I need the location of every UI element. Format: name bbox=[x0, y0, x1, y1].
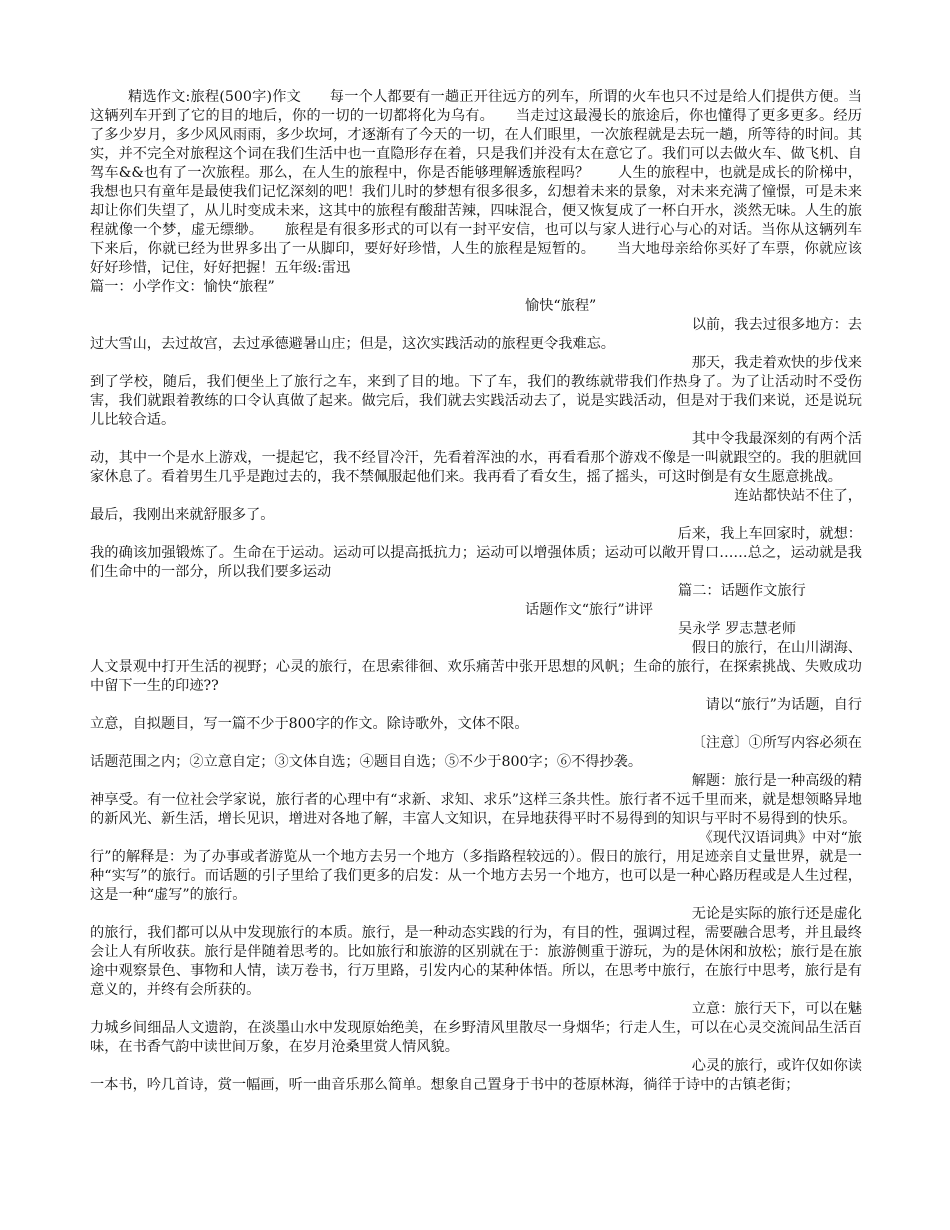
document-body bbox=[90, 88, 862, 1095]
paragraph-rest: 神享受。有一位社会学家说，旅行者的心理中有“求新、求知、求乐”这样三条共性。旅行者不远千里而来，就是想领略异地的新风光、新生活，增长见识，增进对各地了解，丰富人文知识，在异地获得平时不易得到的知识与平时不易得到的快乐。 bbox=[90, 792, 862, 827]
paragraph bbox=[90, 1057, 862, 1095]
article2-author: 吴永学 罗志慧老师 bbox=[678, 621, 797, 637]
paragraph bbox=[90, 487, 862, 525]
paragraph bbox=[90, 905, 862, 1000]
paragraph-start: 后来，我上车回家时，就想： bbox=[677, 526, 862, 542]
paragraph bbox=[90, 430, 862, 487]
paragraph bbox=[90, 1000, 862, 1057]
paragraph-rest: 动，其中一个是水上游戏，一提起它，我不经冒冷汗，先看着浑浊的水，再看看那个游戏不像是一叫就跟空的。我的胆就回家休息了。看着男生几乎是跑过去的，我不禁佩服起他们来。我再看了看女生，摇了摇头，可这时倒是有女生愿意挑战。 bbox=[90, 450, 862, 485]
paragraph-rest: 人文景观中打开生活的视野；心灵的旅行，在思索徘徊、欢乐痛苦中张开思想的风帆；生命的旅行，在探索挑战、失败成功中留下一生的印迹?? bbox=[90, 659, 862, 694]
paragraph-rest: 立意，自拟题目，写一篇不少于800字的作文。除诗歌外，文体不限。 bbox=[90, 716, 529, 732]
paragraph bbox=[90, 829, 862, 905]
article1-heading: 篇一：小学作文：愉快“旅程” bbox=[90, 279, 275, 295]
paragraph bbox=[90, 639, 862, 696]
paragraph-rest: 到了学校，随后，我们便坐上了旅行之车，来到了目的地。下了车，我们的教练就带我们作热身了。为了让活动时不受伤害，我们就跟着教练的口令认真做了起来。做完后，我们就去实践活动去了，说是实践活动，但是对于我们来说，还是说玩儿比较合适。 bbox=[90, 374, 862, 428]
paragraph-rest: 行”的解释是：为了办事或者游览从一个地方去另一个地方（多指路程较远的）。假日的旅行，用足迹亲自丈量世界，就是一种“实写”的旅行。而话题的引子里给了我们更多的启发：从一个地方去另一个地方，也可以是一种心路历程或是人生过程，这是一种“虚写”的旅行。 bbox=[90, 849, 862, 903]
paragraph-start: 心灵的旅行，或许仅如你读 bbox=[691, 1058, 862, 1074]
paragraph-start: 解题：旅行是一种高级的精 bbox=[691, 773, 862, 789]
paragraph-start: 其中令我最深刻的有两个活 bbox=[691, 431, 862, 447]
paragraph-start: 以前，我去过很多地方：去 bbox=[691, 317, 862, 333]
paragraph bbox=[90, 525, 862, 582]
paragraph bbox=[90, 772, 862, 829]
paragraph-start: 无论是实际的旅行还是虚化 bbox=[691, 906, 862, 922]
paragraph bbox=[90, 354, 862, 430]
paragraph-rest: 一本书，吟几首诗，赏一幅画，听一曲音乐那么简单。想象自己置身于书中的苍原林海，徜徉于诗中的古镇老街； bbox=[90, 1077, 800, 1093]
intro-paragraph: 精选作文:旅程(500字)作文 每一个人都要有一趟正开往远方的列车，所谓的火车也只不过是给人们提供方便。当这辆列车开到了它的目的地后，你的一切的一切都将化为乌有。 当走过这最漫长的旅途后，你也懂得了更多更多。经历了多少岁月，多少风风雨雨，多少坎坷，才逐渐有了今天的一切，在人们眼里，一次旅程就是去玩一趟，所等待的时间。其实，并不完全对旅程这个词在我们生活中也一直隐形存在着，只是我们并没有太在意它了。我们可以去做火车、做飞机、自驾车&&也有了一次旅程。那么，在人生的旅程中，你是否能够理解透旅程吗？ 人生的旅程中，也就是成长的阶梯中，我想也只有童年是最使我们记忆深刻的吧！我们儿时的梦想有很多很多，幻想着未来的景象，对未来充满了憧憬，可是未来却让你们失望了，从儿时变成未来，这其中的旅程有酸甜苦辣，四味混合，便又恢复成了一杯白开水，淡然无味。人生的旅程就像一个梦，虚无缥缈。 旅程是有很多形式的可以有一封平安信，也可以与家人进行心与心的对话。当你从这辆列车下来后，你就已经为世界多出了一从脚印，要好好珍惜，人生的旅程是短暂的。 当大地母亲给你买好了车票，你就应该好好珍惜，记住，好好把握！五年级:雷迅 bbox=[90, 89, 862, 276]
paragraph-start: 〔注意〕①所写内容必须在 bbox=[691, 735, 862, 751]
paragraph-rest: 过大雪山，去过故宫，去过承德避暑山庄；但是，这次实践活动的旅程更令我难忘。 bbox=[90, 336, 615, 352]
paragraph-start: 立意：旅行天下，可以在魅 bbox=[691, 1001, 862, 1017]
article2-heading: 篇二：话题作文旅行 bbox=[678, 583, 806, 599]
paragraph-start: 《现代汉语词典》中对“旅 bbox=[698, 830, 862, 846]
paragraph-rest: 力城乡间细品人文遗韵，在淡墨山水中发现原始绝美，在乡野清风里散尽一身烟华；行走人生，可以在心灵交流间品生活百味，在书香气韵中读世间万象，在岁月沧桑里赏人情风貌。 bbox=[90, 1020, 862, 1055]
article1-title: 愉快“旅程” bbox=[525, 298, 597, 314]
paragraph-start: 假日的旅行，在山川湖海、 bbox=[691, 640, 862, 656]
paragraph-start: 连站都快站不住了， bbox=[734, 488, 862, 504]
paragraph-rest: 我的确该加强锻炼了。生命在于运动。运动可以提高抵抗力；运动可以增强体质；运动可以敞开胃口……总之，运动就是我们生命中的一部分，所以我们要多运动 bbox=[90, 545, 862, 580]
paragraph-start: 请以“旅行”为话题，自行 bbox=[705, 697, 862, 713]
paragraph-start: 那天，我走着欢快的步伐来 bbox=[691, 355, 862, 371]
paragraph-rest: 话题范围之内；②立意自定；③文体自选；④题目自选；⑤不少于800字；⑥不得抄袭。 bbox=[90, 754, 643, 770]
article2-title: 话题作文“旅行”讲评 bbox=[525, 602, 654, 618]
paragraph-rest: 的旅行，我们都可以从中发现旅行的本质。旅行，是一种动态实践的行为，有目的性，强调过程，需要融合思考，并且最终会让人有所收获。旅行是伴随着思考的。比如旅行和旅游的区别就在于：旅游侧重于游玩，为的是休闲和放松；旅行是在旅途中观察景色、事物和人情，读万卷书，行万里路，引发内心的某种体悟。所以，在思考中旅行，在旅行中思考，旅行是有意义的，并终有会所获的。 bbox=[90, 925, 862, 998]
paragraph bbox=[90, 734, 862, 772]
paragraph bbox=[90, 696, 862, 734]
paragraph-rest: 最后，我刚出来就舒服多了。 bbox=[90, 507, 275, 523]
paragraph bbox=[90, 316, 862, 354]
